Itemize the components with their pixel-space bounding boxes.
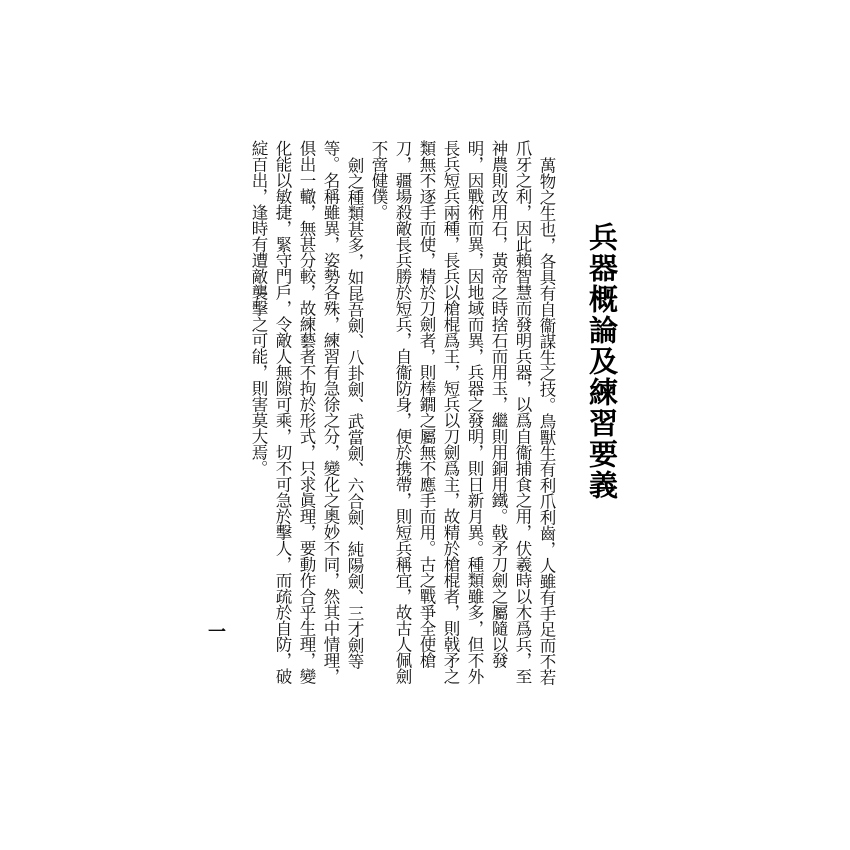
paragraph-2: 劍之種類甚多，如昆吾劍、八卦劍、武當劍、六合劍、純陽劍、三才劍等等。名稱雖異，姿勢各殊，練習有急徐之分，變化之奧妙不同，然其中情理，俱出一轍，無甚分較，故練藝者不拘於形式，只求眞理，要動作合乎生理，變化能以敏捷，緊守門戶，令敵人無隙可乘，切不可急於擊人，而疏於自防，破綻百出，逢時有遭敵襲擊之可能，則害莫大焉。 <box>249 140 364 684</box>
page-number: 一 <box>205 622 226 640</box>
paragraph-1: 萬物之生也，各具有自衞謀生之技。鳥獸生有利爪利齒，人雖有手足而不若爪牙之利，因此賴智慧而發明兵器，以爲自衞捕食之用，伏羲時以木爲兵，至神農則改用石，黃帝之時捨石而用玉，繼則用銅用鐵。戟矛刀劍之屬隨以發明，因戰術而異，因地域而異，兵器之發明，則日新月異。種類雖多，但不外長兵短兵兩種，長兵以槍棍爲王，短兵以刀劍爲主，故精於槍棍者，則戟矛之類無不逐手而使，精於刀劍者，則棒鐗之屬無不應手而用。古之戰爭全使槍刀，疆場殺敵長兵勝於短兵，自衞防身，便於携帶，則短兵稱宜，故古人佩劍不啻健僕。 <box>369 140 556 685</box>
body-text <box>228 140 558 685</box>
chapter-title: 兵器概論及練習要義 <box>585 222 619 501</box>
